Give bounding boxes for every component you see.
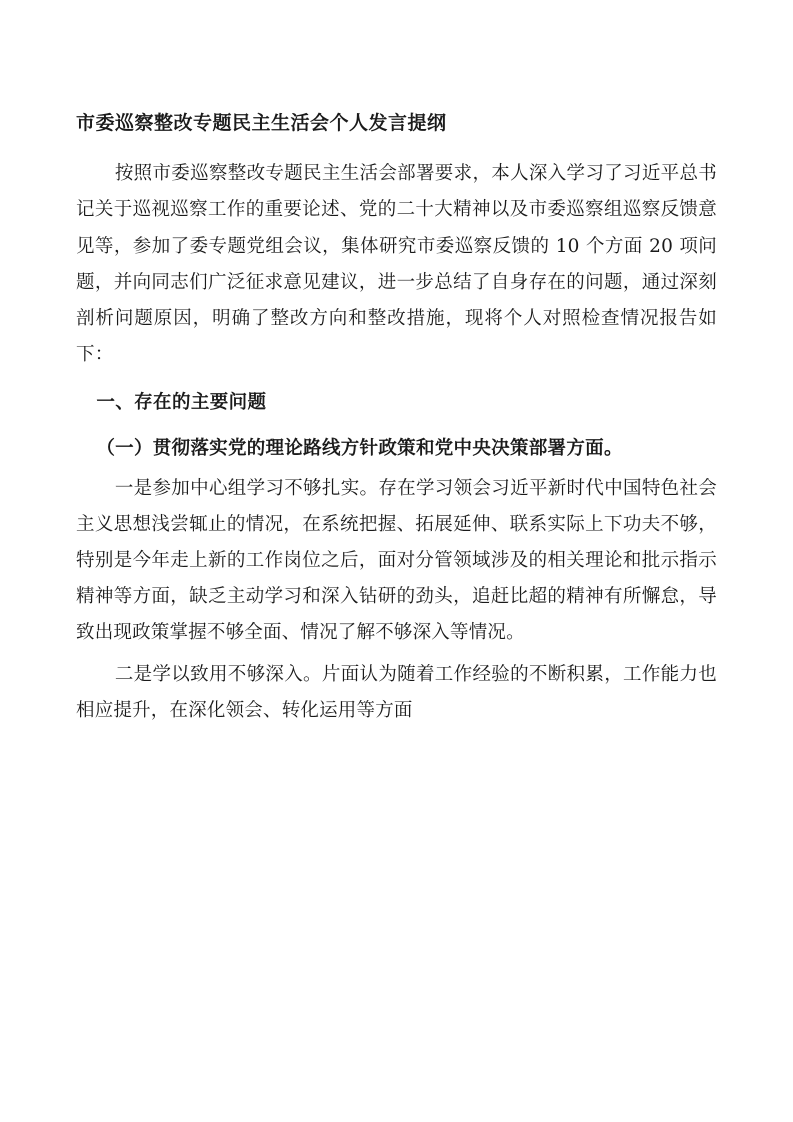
paragraph-item-one: 一是参加中心组学习不够扎实。存在学习领会习近平新时代中国特色社会主义思想浅尝辄止的情况，在系统把握、拓展延伸、联系实际上下功夫不够，特别是今年走上新的工作岗位之后，面对分管领域涉及的相关理论和批示指示精神等方面，缺乏主动学习和深入钻研的劲头，追赶比超的精神有所懈怠，导致出现政策掌握不够全面、情况了解不够深入等情况。 [76, 477, 717, 644]
paragraph-item-two: 二是学以致用不够深入。片面认为随着工作经验的不断积累，工作能力也相应提升，在深化领会、转化运用等方面 [76, 664, 717, 722]
subsection-heading-one: （一）贯彻落实党的理论路线方针政策和党中央决策部署方面。 [96, 437, 623, 459]
intro-paragraph: 按照市委巡察整改专题民主生活会部署要求，本人深入学习了习近平总书记关于巡视巡察工作的重要论述、党的二十大精神以及市委巡察组巡察反馈意见等，参加了委专题党组会议，集体研究市委巡察反馈的 10 个方面 20 项问题，并向同志们广泛征求意见建议，进一步总结了自身存在的问题，通过深刻剖析问题原因，明确了整改方向和整改措施，现将个人对照检查情况报告如下： [76, 163, 717, 365]
page-title: 市委巡察整改专题民主生活会个人发言提纲 [76, 112, 447, 134]
section-heading-one: 一、存在的主要问题 [96, 391, 267, 413]
